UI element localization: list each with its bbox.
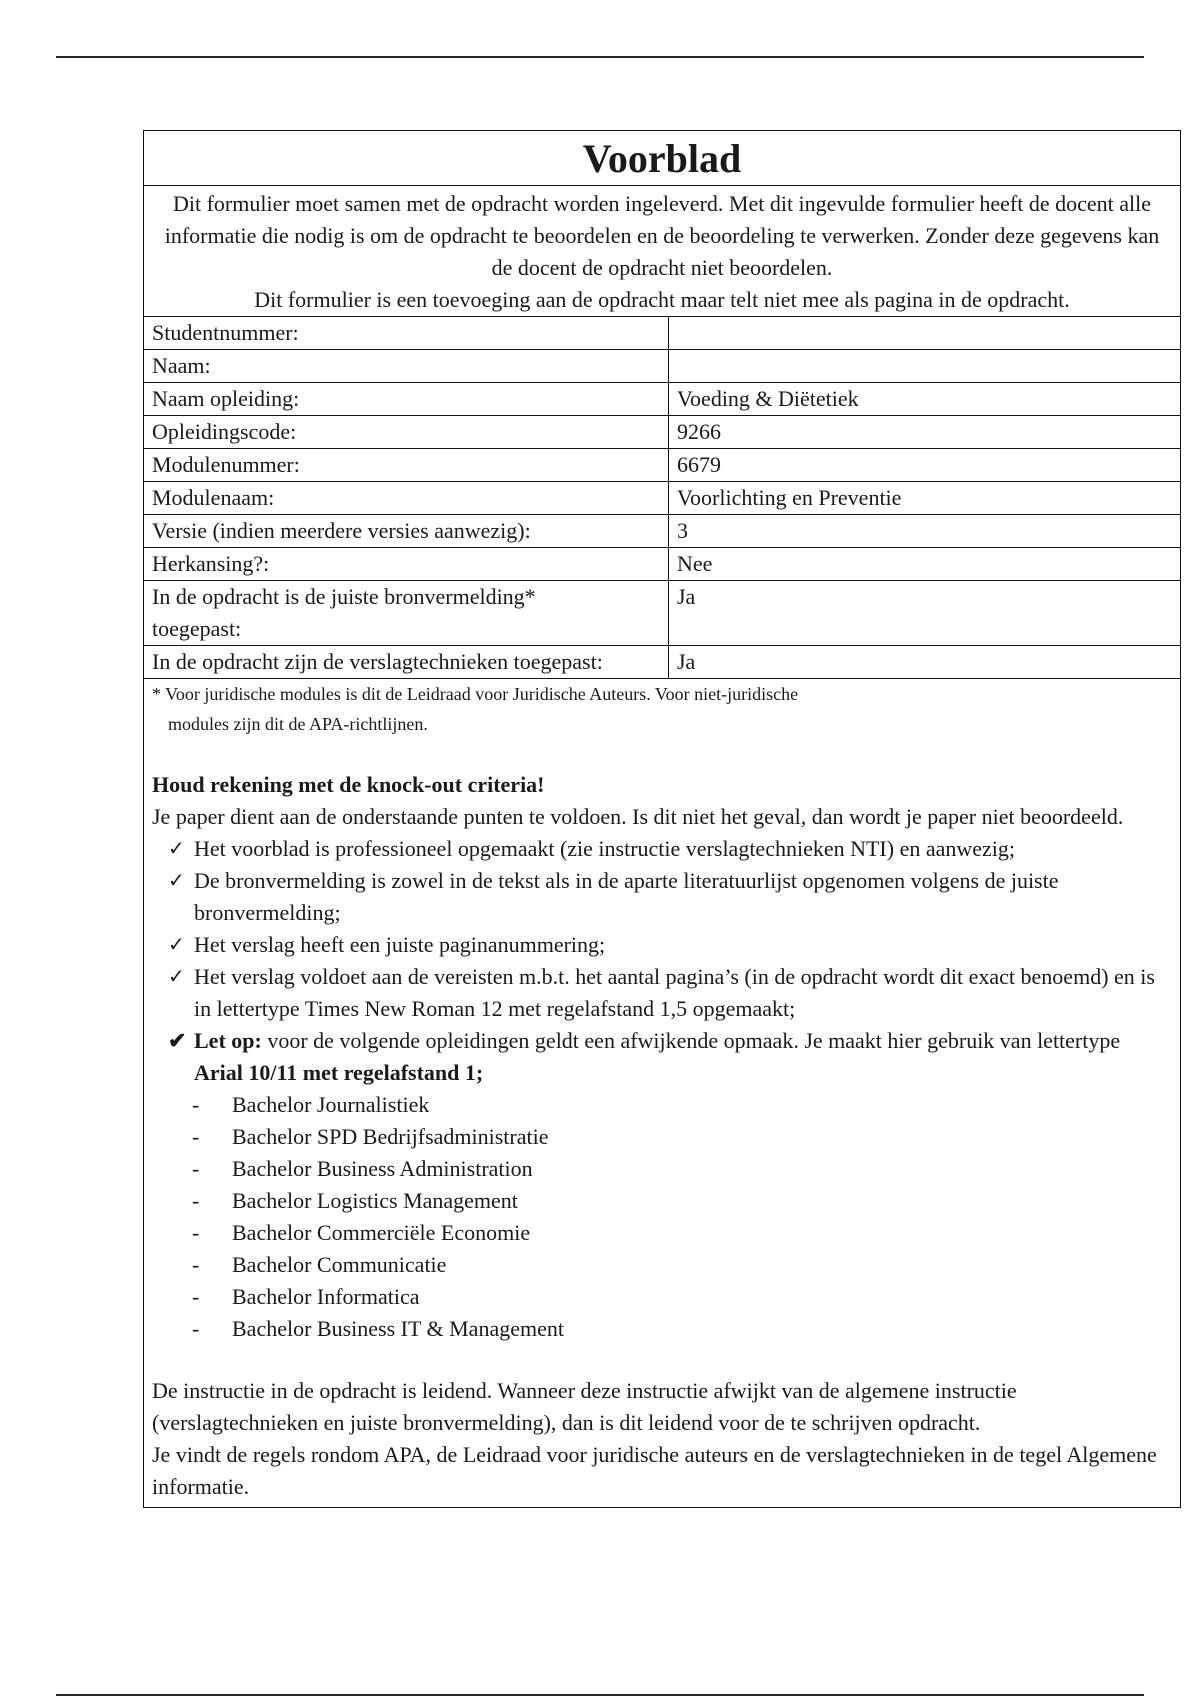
field-label: Modulenummer: [144, 449, 669, 482]
list-item [152, 929, 1172, 961]
program-name: Bachelor Journalistiek [232, 1092, 430, 1117]
footnote [152, 679, 1172, 739]
field-value[interactable]: Voorlichting en Preventie [669, 482, 1181, 515]
field-label: In de opdracht is de juiste bronvermelding* toegepast: [144, 581, 669, 646]
intro-paragraph-1: Dit formulier moet samen met de opdracht worden ingeleverd. Met dit ingevulde formulier heeft de docent alle informatie die nodig is om de opdracht te beoordelen en de beoordeling te verwerken. Zonder deze gegevens kan de docent de opdracht niet beoordelen. [164, 191, 1160, 280]
intro-text [144, 186, 1180, 317]
field-label: Opleidingscode: [144, 416, 669, 449]
field-value[interactable]: 6679 [669, 449, 1181, 482]
checkmark-icon: ✓ [168, 870, 185, 892]
knockout-heading: Houd rekening met de knock-out criteria! [152, 772, 545, 797]
info-table [144, 317, 1180, 679]
letop-label: Let op: [194, 1028, 262, 1053]
field-value[interactable] [669, 350, 1181, 383]
list-item [152, 865, 1172, 929]
dash-bullet: - [192, 1316, 200, 1341]
program-name: Bachelor SPD Bedrijfsadministratie [232, 1124, 549, 1149]
table-row [144, 515, 1180, 548]
list-item [152, 1089, 1172, 1121]
list-item [152, 961, 1172, 1025]
footer-rule [56, 1694, 1144, 1696]
program-name: Bachelor Commerciële Economie [232, 1220, 531, 1245]
knockout-intro: Je paper dient aan de onderstaande punten te voldoen. Is dit niet het geval, dan wordt je paper niet beoordeeld. [152, 804, 1124, 829]
letop-text [194, 1028, 1120, 1085]
spacer [152, 739, 1172, 769]
program-name: Bachelor Communicatie [232, 1252, 447, 1277]
list-item [152, 833, 1172, 865]
table-row [144, 416, 1180, 449]
criteria-text: De bronvermelding is zowel in de tekst als in de aparte literatuurlijst opgenomen volgens de juiste bronvermelding; [194, 868, 1059, 925]
criteria-list [152, 833, 1172, 1089]
field-value[interactable]: Ja [669, 581, 1181, 646]
field-label: Modulenaam: [144, 482, 669, 515]
field-value[interactable]: 9266 [669, 416, 1181, 449]
field-label: Versie (indien meerdere versies aanwezig): [144, 515, 669, 548]
letop-font-spec: Arial 10/11 met regelafstand 1; [194, 1060, 484, 1085]
program-name: Bachelor Logistics Management [232, 1188, 518, 1213]
list-item [152, 1313, 1172, 1345]
table-row [144, 482, 1180, 515]
closing-paragraph-2: Je vindt de regels rondom APA, de Leidraad voor juridische auteurs en de verslagtechnieken in de tegel Algemene informatie. [152, 1442, 1157, 1499]
dash-bullet: - [192, 1284, 200, 1309]
footnote-line-1: * Voor juridische modules is dit de Leidraad voor Juridische Auteurs. Voor niet-juridische [152, 684, 799, 704]
list-item [152, 1153, 1172, 1185]
program-list [152, 1089, 1172, 1345]
dash-bullet: - [192, 1188, 200, 1213]
table-row [144, 383, 1180, 416]
list-item [152, 1185, 1172, 1217]
field-label: Studentnummer: [144, 317, 669, 350]
field-label: In de opdracht zijn de verslagtechnieken toegepast: [144, 646, 669, 679]
table-row [144, 449, 1180, 482]
criteria-text: Het verslag voldoet aan de vereisten m.b.t. het aantal pagina’s (in de opdracht wordt dit exact benoemd) en is in lettertype Times New Roman 12 met regelafstand 1,5 opgemaakt; [194, 964, 1155, 1021]
program-name: Bachelor Business IT & Management [232, 1316, 564, 1341]
dash-bullet: - [192, 1252, 200, 1277]
field-label: Herkansing?: [144, 548, 669, 581]
table-row [144, 646, 1180, 679]
table-row [144, 350, 1180, 383]
dash-bullet: - [192, 1092, 200, 1117]
cover-sheet [143, 130, 1181, 1508]
spacer [152, 1345, 1172, 1375]
table-row [144, 317, 1180, 350]
checkmark-icon: ✔ [168, 1028, 187, 1053]
dash-bullet: - [192, 1220, 200, 1245]
list-item [152, 1121, 1172, 1153]
list-item [152, 1249, 1172, 1281]
page-title: Voorblad [144, 131, 1180, 186]
instructions-body [144, 679, 1180, 1507]
letop-body: voor de volgende opleidingen geldt een afwijkende opmaak. Je maakt hier gebruik van lettertype [261, 1028, 1121, 1053]
checkmark-icon: ✓ [168, 966, 185, 988]
checkmark-icon: ✓ [168, 838, 185, 860]
table-row [144, 548, 1180, 581]
field-label: Naam: [144, 350, 669, 383]
program-name: Bachelor Informatica [232, 1284, 420, 1309]
list-item [152, 1025, 1172, 1089]
field-value[interactable]: 3 [669, 515, 1181, 548]
field-value[interactable]: Voeding & Diëtetiek [669, 383, 1181, 416]
table-row [144, 581, 1180, 646]
header-rule [56, 56, 1144, 58]
list-item [152, 1281, 1172, 1313]
program-name: Bachelor Business Administration [232, 1156, 533, 1181]
checkmark-icon: ✓ [168, 934, 185, 956]
criteria-text: Het voorblad is professioneel opgemaakt (zie instructie verslagtechnieken NTI) en aanwezig; [194, 836, 1016, 861]
field-label: Naam opleiding: [144, 383, 669, 416]
field-value[interactable] [669, 317, 1181, 350]
criteria-text: Het verslag heeft een juiste paginanummering; [194, 932, 606, 957]
closing-paragraph-1: De instructie in de opdracht is leidend. Wanneer deze instructie afwijkt van de algemene instructie (verslagtechnieken en juiste bronvermelding), dan is dit leidend voor de te schrijven opdracht. [152, 1378, 1017, 1435]
field-value[interactable]: Ja [669, 646, 1181, 679]
dash-bullet: - [192, 1124, 200, 1149]
list-item [152, 1217, 1172, 1249]
dash-bullet: - [192, 1156, 200, 1181]
footnote-line-2: modules zijn dit de APA-richtlijnen. [168, 714, 428, 734]
intro-paragraph-2: Dit formulier is een toevoeging aan de opdracht maar telt niet mee als pagina in de opdracht. [254, 287, 1070, 312]
field-value[interactable]: Nee [669, 548, 1181, 581]
